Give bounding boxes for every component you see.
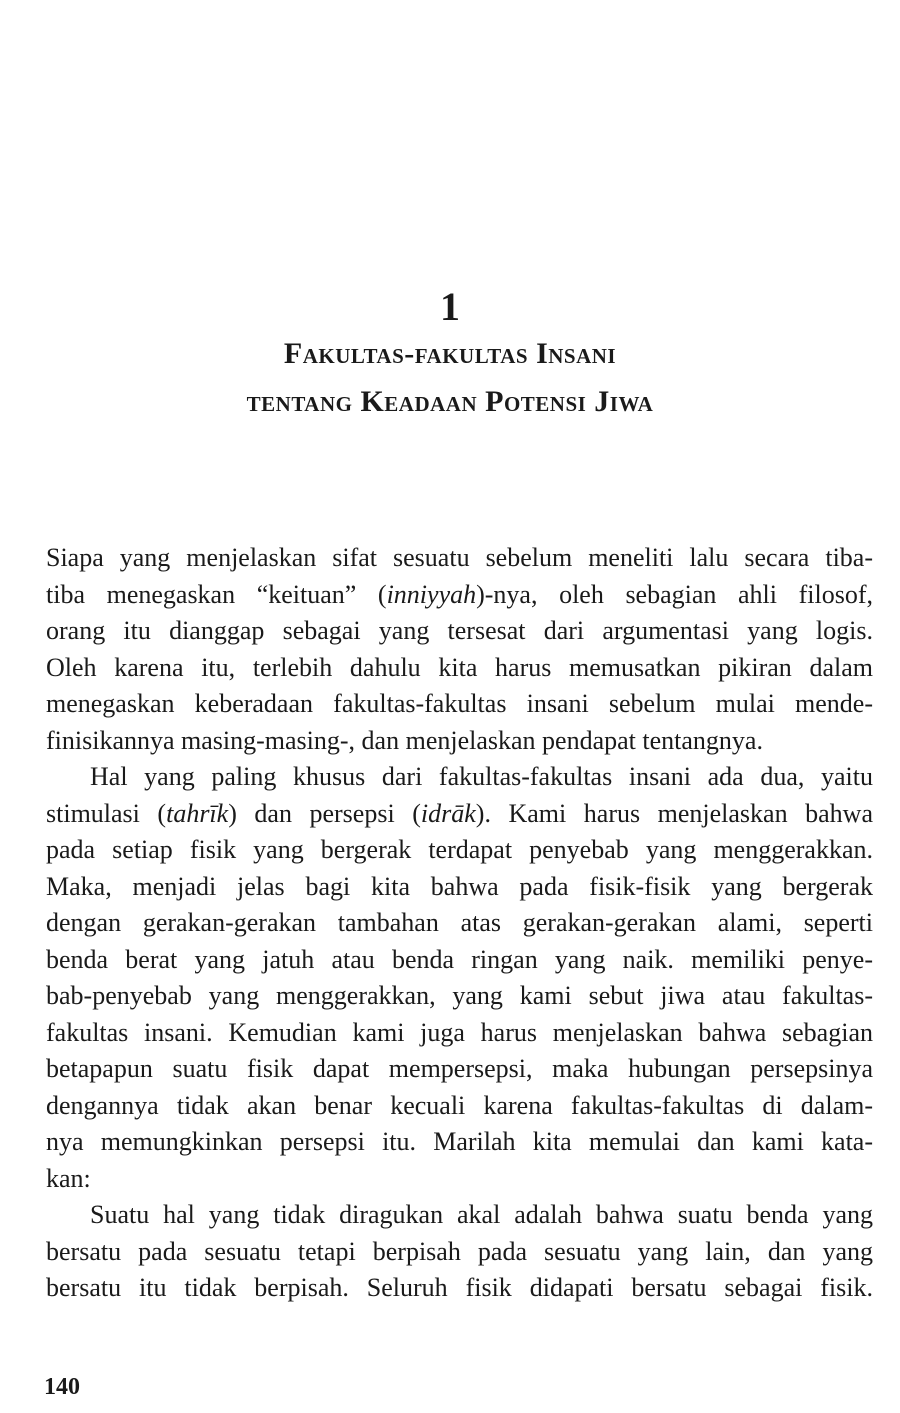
body-text <box>46 540 873 1307</box>
chapter-title-line-2: tentang Keadaan Potensi Jiwa <box>246 385 654 418</box>
italic-term: inniyyah <box>386 579 477 609</box>
text-line: Oleh karena itu, terlebih dahulu kita harus memusatkan pikiran dalam <box>46 652 873 682</box>
text-line: bersatu pada sesuatu tetapi berpisah pada sesuatu yang lain, dan yang <box>46 1236 873 1266</box>
text-line: kan: <box>46 1163 91 1193</box>
chapter-number: 1 <box>440 284 460 329</box>
text-line: bersatu itu tidak berpisah. Seluruh fisik didapati bersatu sebagai fisik. <box>46 1273 873 1302</box>
text-line: menegaskan keberadaan fakultas-fakultas insani sebelum mulai mende- <box>46 689 873 718</box>
text-line: orang itu dianggap sebagai yang tersesat dari argumentasi yang logis. <box>46 616 873 645</box>
chapter-title-line-1: Fakultas-fakultas Insani <box>283 337 617 370</box>
text-line: nya memungkinkan persepsi itu. Marilah kita memulai dan kami kata- <box>46 1127 873 1156</box>
text-line: Siapa yang menjelaskan sifat sesuatu sebelum meneliti lalu secara tiba- <box>46 543 873 572</box>
text-line: pada setiap fisik yang bergerak terdapat penyebab yang menggerakkan. <box>46 835 873 864</box>
text-line: dengannya tidak akan benar kecuali karena fakultas-fakultas di dalam- <box>46 1090 873 1120</box>
text-line: finisikannya masing-masing-, dan menjelaskan pendapat tentangnya. <box>46 725 763 755</box>
text-line: dengan gerakan-gerakan tambahan atas gerakan-gerakan alami, seperti <box>46 908 873 937</box>
page-number: 140 <box>44 1374 80 1400</box>
italic-term: idrāk <box>420 798 476 828</box>
text-line: tiba menegaskan “keituan” (inniyyah)-nya, oleh sebagian ahli filosof, <box>46 579 873 609</box>
text-line: betapapun suatu fisik dapat mempersepsi, maka hubungan persepsinya <box>46 1054 873 1083</box>
text-line: Suatu hal yang tidak diragukan akal adalah bahwa suatu benda yang <box>90 1200 873 1229</box>
text-line: Hal yang paling khusus dari fakultas-fakultas insani ada dua, yaitu <box>90 762 873 791</box>
text-line: Maka, menjadi jelas bagi kita bahwa pada fisik-fisik yang bergerak <box>46 871 873 901</box>
italic-term: tahrīk <box>166 798 229 828</box>
text-line: benda berat yang jatuh atau benda ringan yang naik. memiliki penye- <box>46 944 873 974</box>
text-line: stimulasi (tahrīk) dan persepsi (idrāk). Kami harus menjelaskan bahwa <box>46 798 873 828</box>
text-line: bab-penyebab yang menggerakkan, yang kami sebut jiwa atau fakultas- <box>46 981 873 1010</box>
text-line: fakultas insani. Kemudian kami juga harus menjelaskan bahwa sebagian <box>46 1017 873 1047</box>
